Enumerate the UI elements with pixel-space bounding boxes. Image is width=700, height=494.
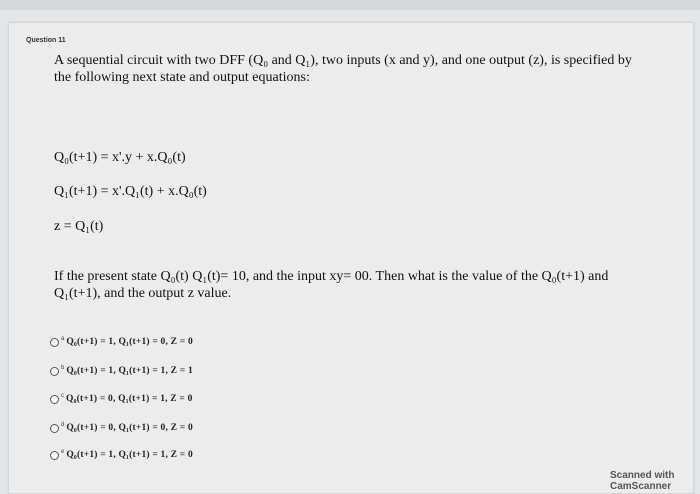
equation-q0: Q₀(t+1) = x'.y + x.Q₀(t) xyxy=(54,150,186,165)
radio-button[interactable] xyxy=(50,451,59,460)
top-strip xyxy=(0,0,700,10)
option-letter: c xyxy=(61,393,64,399)
option-text: Q₀(t+1) = 1, Q₁(t+1) = 0, Z = 0 xyxy=(66,337,193,347)
option-letter: e xyxy=(61,449,65,455)
option-text: Q₀(t+1) = 0, Q₁(t+1) = 0, Z = 0 xyxy=(66,423,193,433)
radio-button[interactable] xyxy=(50,395,59,404)
question-text: A sequential circuit with two DFF (Q₀ and Q₁), two inputs (x and y), and one output (z), is specified by the following next state and output equations: xyxy=(54,53,632,85)
option-text: Q₀(t+1) = 1, Q₁(t+1) = 1, Z = 1 xyxy=(66,366,193,376)
radio-button[interactable] xyxy=(50,424,59,433)
option-c[interactable] xyxy=(50,394,193,404)
radio-button[interactable] xyxy=(50,338,59,347)
equation-q1: Q₁(t+1) = x'.Q₁(t) + x.Q₀(t) xyxy=(54,184,207,199)
option-e[interactable] xyxy=(50,450,193,460)
option-d[interactable] xyxy=(50,423,193,433)
option-letter: d xyxy=(61,422,65,428)
option-letter: a xyxy=(61,336,65,342)
option-b[interactable] xyxy=(50,366,193,376)
option-text: Q₀(t+1) = 1, Q₁(t+1) = 1, Z = 0 xyxy=(66,450,193,460)
question-prompt: If the present state Q₀(t) Q₁(t)= 10, and the input xy= 00. Then what is the value of the Q₀(t+1) and Q₁(t+1), and the output z value. xyxy=(54,269,609,301)
radio-button[interactable] xyxy=(50,367,59,376)
option-letter: b xyxy=(61,365,65,371)
scanner-watermark: Scanned with CamScanner xyxy=(610,470,675,492)
question-number: Question 11 xyxy=(26,37,66,44)
option-text: Q₀(t+1) = 0, Q₁(t+1) = 1, Z = 0 xyxy=(66,394,193,404)
option-a[interactable] xyxy=(50,337,193,347)
equation-z: z = Q₁(t) xyxy=(54,219,104,234)
